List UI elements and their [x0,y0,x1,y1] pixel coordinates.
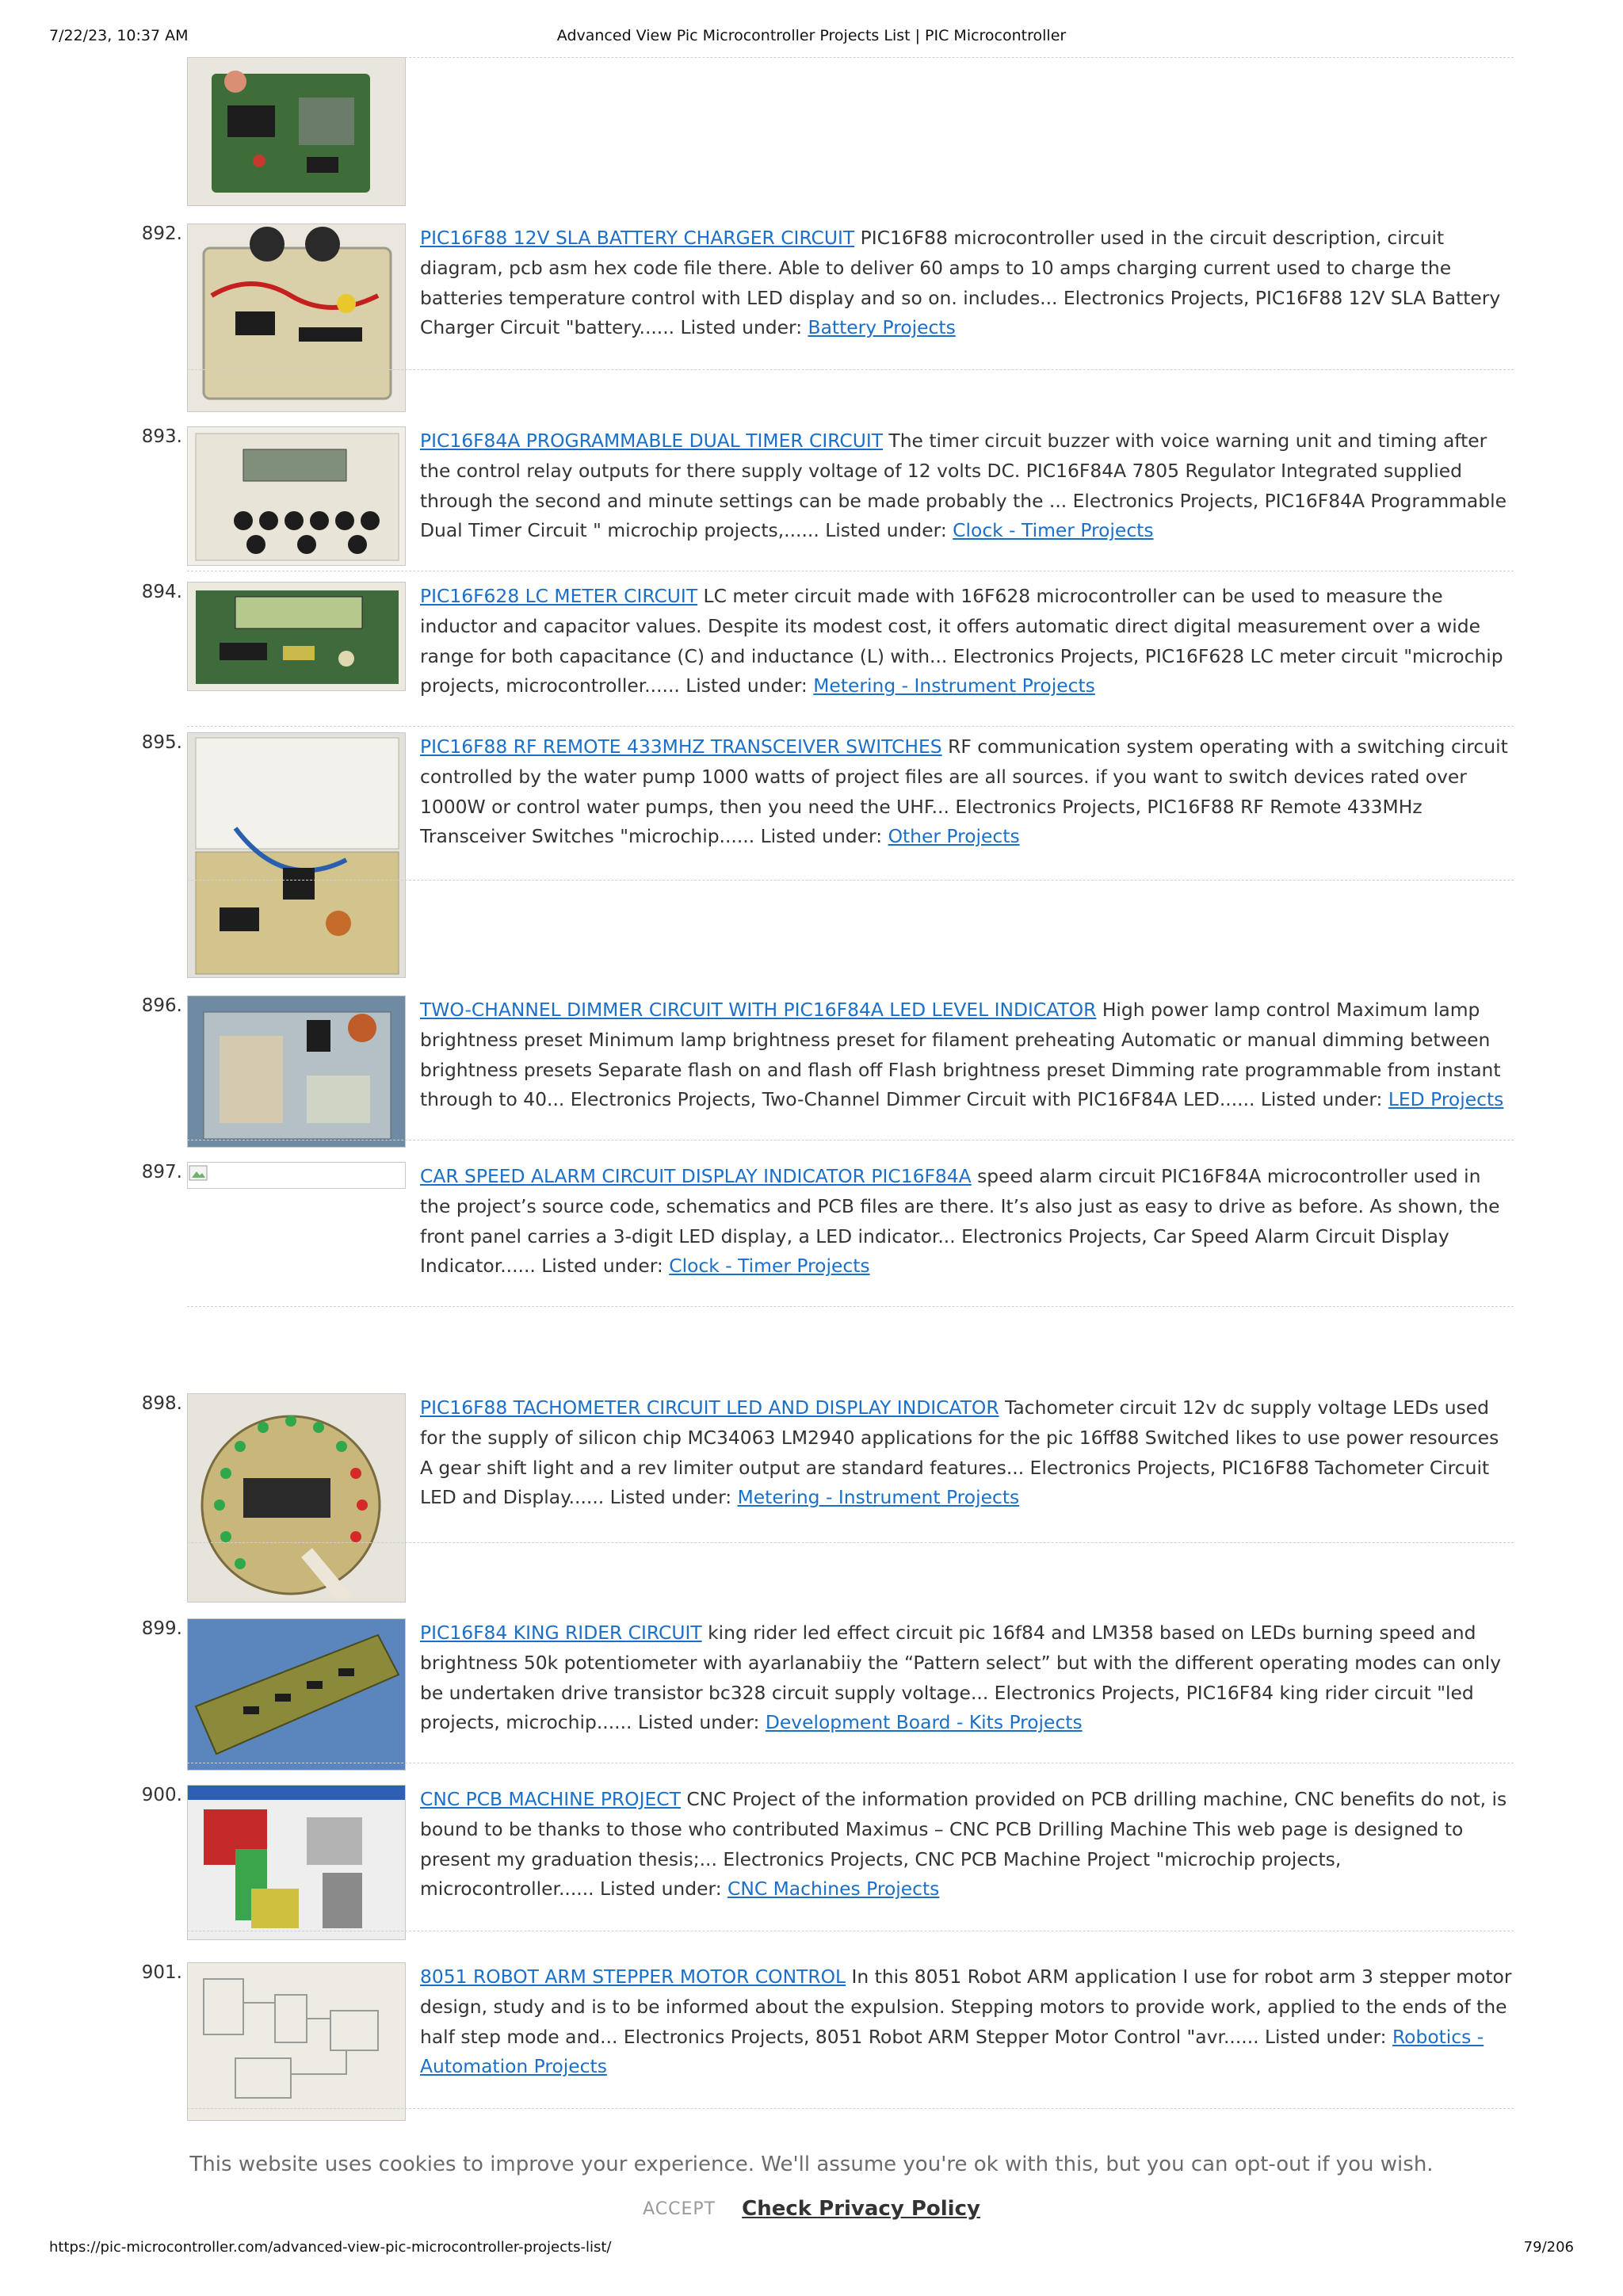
print-footer [49,2239,1574,2263]
project-title-link[interactable]: PIC16F84 KING RIDER CIRCUIT [420,1622,702,1644]
separator [187,1306,1514,1307]
project-number: 900. [141,1785,182,1805]
project-category-link[interactable]: LED Projects [1388,1088,1504,1111]
separator [187,2108,1514,2109]
project-thumbnail[interactable] [187,582,406,691]
project-title-link[interactable]: PIC16F84A PROGRAMMABLE DUAL TIMER CIRCUIT [420,430,883,452]
project-category-link[interactable]: Development Board - Kits Projects [765,1711,1083,1734]
project-number: 897. [141,1162,182,1182]
project-category-link[interactable]: Metering - Instrument Projects [813,674,1095,697]
cookie-accept-button[interactable]: ACCEPT [643,2199,716,2219]
project-text [420,1962,1514,2082]
project-category-link[interactable]: Battery Projects [808,316,956,339]
project-text [420,223,1514,343]
print-header [49,27,1574,51]
project-thumbnail[interactable] [187,1393,406,1603]
print-page-number: 79/206 [1523,2239,1574,2256]
project-title-link[interactable]: CAR SPEED ALARM CIRCUIT DISPLAY INDICATOR PIC16F84A [420,1165,972,1187]
separator [187,57,1514,58]
separator [187,880,1514,881]
project-thumbnail[interactable] [187,57,406,206]
project-thumbnail[interactable] [187,1962,406,2121]
project-thumbnail-broken[interactable] [187,1162,406,1189]
cookie-actions [0,2197,1623,2221]
project-text [420,1162,1514,1282]
print-title: Advanced View Pic Microcontroller Projects List | PIC Microcontroller [556,27,1067,44]
project-text [420,1618,1514,1738]
project-thumbnail[interactable] [187,426,406,566]
project-description: king rider led effect circuit pic 16f84 and LM358 based on LEDs burning speed and brightness 50k potentiometer with ayarlanabiiy the “Pattern select” but with the different operating modes can only be undertaken drive transistor bc328 circuit supply voltage... Electronics Projects, PIC16F84 king rider circuit "led projects, microchip...... Listed under: [420,1622,1502,1734]
project-category-link[interactable]: Robotics - Automation Projects [420,2025,1484,2078]
project-category-link[interactable]: Metering - Instrument Projects [737,1486,1020,1509]
project-title-link[interactable]: CNC PCB MACHINE PROJECT [420,1788,681,1810]
project-number: 894. [141,582,182,602]
project-description: High power lamp control Maximum lamp brightness preset Minimum lamp brightness preset for filament preheating Automatic or manual dimming between brightness presets Separate flash on and flash off Flash brightness preset Dimming rate programmable from instant through to 40... Electronics Projects, Two-Channel Dimmer Circuit with PIC16F84A LED...... Listed under: [420,999,1501,1111]
print-url: https://pic-microcontroller.com/advanced-view-pic-microcontroller-projects-list/ [49,2239,612,2256]
project-description: In this 8051 Robot ARM application I use for robot arm 3 stepper motor design, study and is to be informed about the expulsion. Stepping motors to provide work, applied to the ends of the half step mode and... Electronics Projects, 8051 Robot ARM Stepper Motor Control "avr...... Listed under: [420,1966,1512,2048]
project-thumbnail[interactable] [187,995,406,1148]
project-description: The timer circuit buzzer with voice warning unit and timing after the control relay outputs for there supply voltage of 12 volts DC. PIC16F84A 7805 Regulator Integrated supplied through the second and minute settings can be made probably the ... Electronics Projects, PIC16F84A Programmable Dual Timer Circuit " microchip projects,...... Listed under: [420,430,1507,542]
project-thumbnail[interactable] [187,732,406,978]
project-text [420,732,1514,852]
project-number: 898. [141,1393,182,1414]
project-description: CNC Project of the information provided on PCB drilling machine, CNC benefits do not, is bound to be thanks to those who contributed Maximus – CNC PCB Drilling Machine This web page is designed to present my graduation thesis;... Electronics Projects, CNC PCB Machine Project "microchip projects, microcontroller...... Listed under: [420,1788,1507,1901]
project-text [420,426,1514,546]
project-number: 896. [141,995,182,1016]
project-title-link[interactable]: PIC16F628 LC METER CIRCUIT [420,585,698,607]
project-number: 895. [141,732,182,753]
project-title-link[interactable]: PIC16F88 TACHOMETER CIRCUIT LED AND DISPLAY INDICATOR [420,1396,999,1419]
project-description: RF communication system operating with a switching circuit controlled by the water pump 1000 watts of project files are all sources. if you want to switch devices rated over 1000W or control water pumps, then you need the UHF... Electronics Projects, PIC16F88 RF Remote 433MHz Transceiver Switches "microchip...... Listed under: [420,735,1508,848]
separator [187,1542,1514,1543]
project-title-link[interactable]: 8051 ROBOT ARM STEPPER MOTOR CONTROL [420,1966,846,1988]
project-category-link[interactable]: Clock - Timer Projects [669,1255,870,1278]
project-title-link[interactable]: PIC16F88 12V SLA BATTERY CHARGER CIRCUIT [420,227,855,249]
project-thumbnail[interactable] [187,1618,406,1771]
privacy-policy-link[interactable]: Check Privacy Policy [742,2197,980,2221]
project-number: 901. [141,1962,182,1983]
project-description: Tachometer circuit 12v dc supply voltage LEDs used for the supply of silicon chip MC34063 LM2940 applications for the pic 16ff88 Switched likes to use power resources A gear shift light and a rev limiter output are standard features... Electronics Projects, PIC16F88 Tachometer Circuit LED and Display...... Listed under: [420,1396,1499,1509]
project-description: speed alarm circuit PIC16F84A microcontroller used in the project’s source code, schematics and PCB files are there. It’s also just as easy to drive as before. As shown, the front panel carries a 3-digit LED display, a LED indicator... Electronics Projects, Car Speed Alarm Circuit Display Indicator...... Listed under: [420,1165,1500,1278]
project-thumbnail[interactable] [187,223,406,412]
separator [187,369,1514,370]
print-date: 7/22/23, 10:37 AM [49,27,189,44]
project-text [420,582,1514,701]
project-description: LC meter circuit made with 16F628 microcontroller can be used to measure the inductor and capacitor values. Despite its modest cost, it offers automatic direct digital measurement over a wide range for both capacitance (C) and inductance (L) with... Electronics Projects, PIC16F628 LC meter circuit "microchip projects, microcontroller...... Listed under: [420,585,1503,697]
project-category-link[interactable]: CNC Machines Projects [727,1878,940,1901]
project-thumbnail[interactable] [187,1785,406,1940]
project-category-link[interactable]: Clock - Timer Projects [953,519,1154,542]
project-number: 893. [141,426,182,447]
project-text [420,1393,1514,1513]
project-title-link[interactable]: TWO-CHANNEL DIMMER CIRCUIT WITH PIC16F84A LED LEVEL INDICATOR [420,999,1097,1021]
project-text [420,1785,1514,1904]
separator [187,726,1514,727]
cookie-message: This website uses cookies to improve your experience. We'll assume you're ok with this, but you can opt-out if you wish. [189,2153,1434,2176]
project-text [420,995,1514,1115]
project-category-link[interactable]: Other Projects [888,825,1020,848]
project-title-link[interactable]: PIC16F88 RF REMOTE 433MHZ TRANSCEIVER SWITCHES [420,735,942,758]
project-number: 892. [141,223,182,244]
project-number: 899. [141,1618,182,1639]
project-description: PIC16F88 microcontroller used in the circuit description, circuit diagram, pcb asm hex code file there. Able to deliver 60 amps to 10 amps charging current used to charge the batteries temperature control with LED display and so on. includes... Electronics Projects, PIC16F88 12V SLA Battery Charger Circuit "battery...... Listed under: [420,227,1501,339]
